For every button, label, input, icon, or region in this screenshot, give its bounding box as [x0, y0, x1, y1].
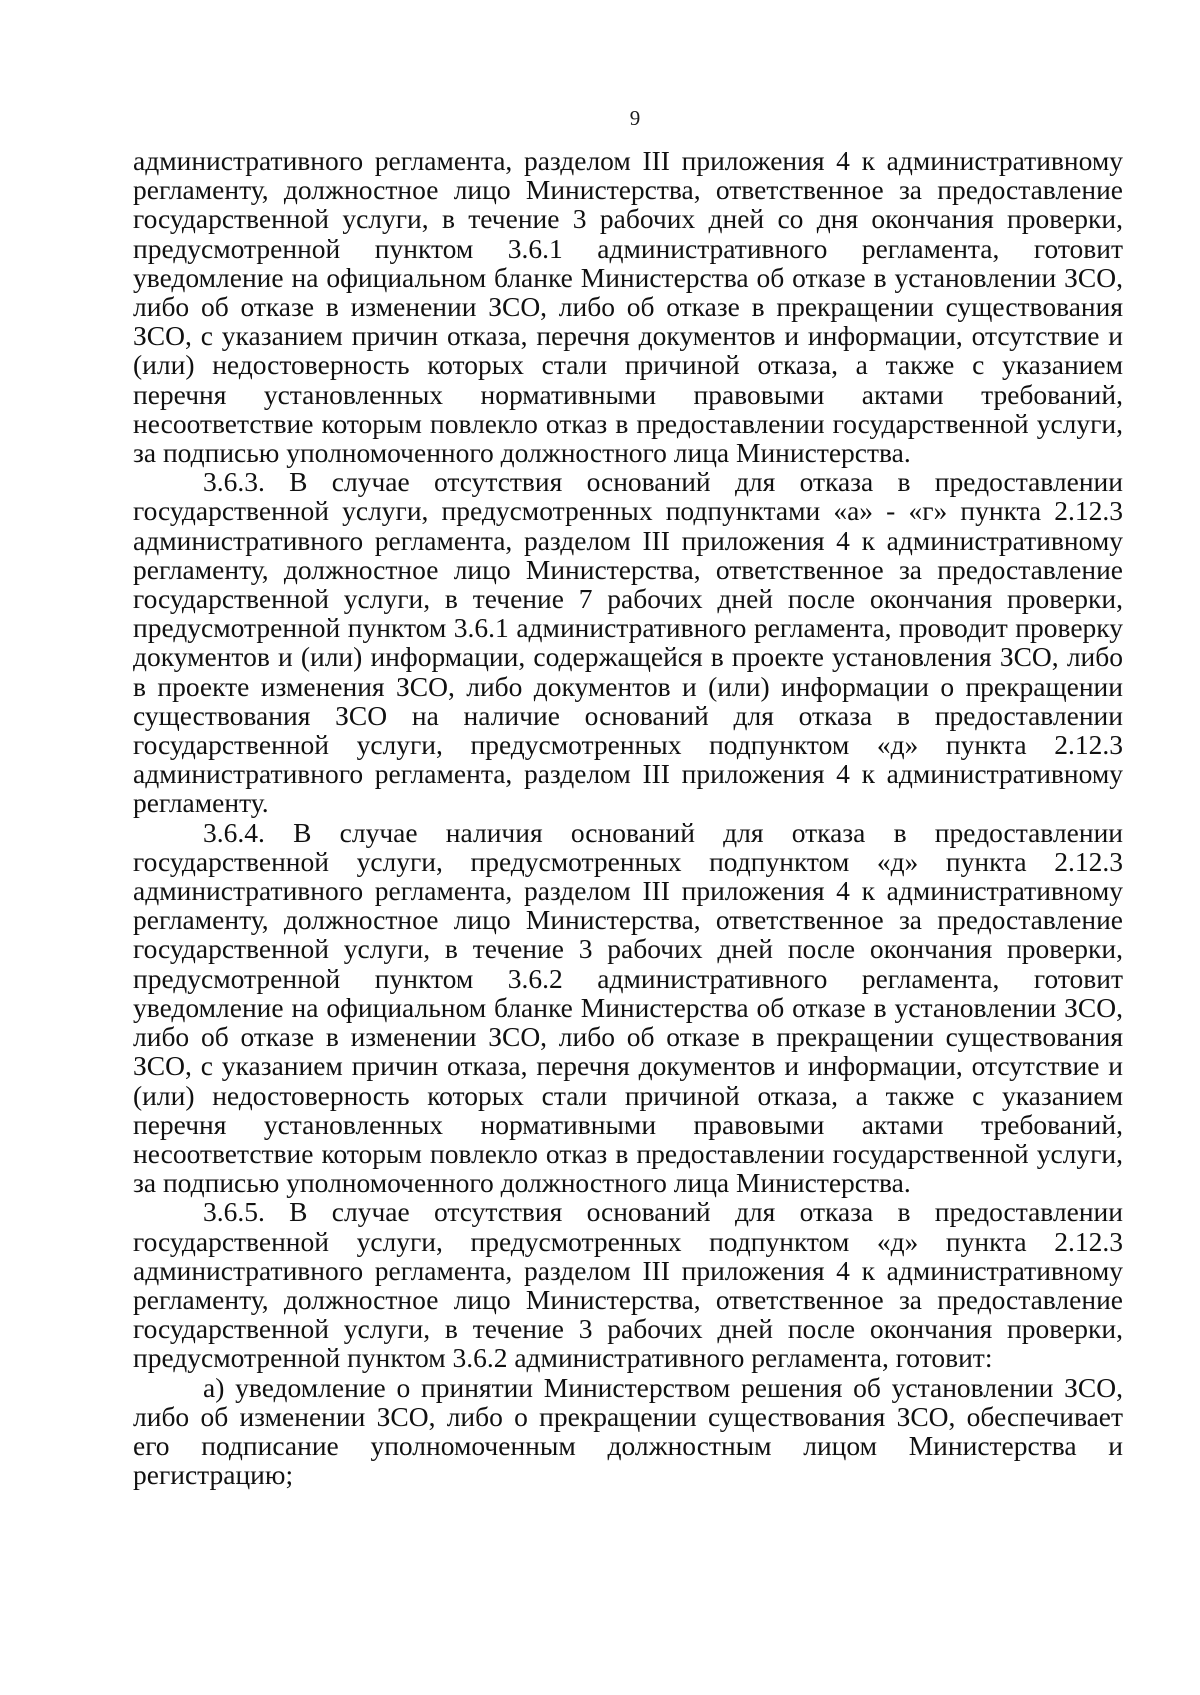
document-body — [133, 146, 1123, 1489]
page-number: 9 — [629, 106, 641, 130]
paragraph-3-6-3: 3.6.3. В случае отсутствия оснований для отказа в предоставлении государственной услуги, предусмотренных подпунктами «а» - «г» пункта 2.12.3 административного регламента, разделом III приложения 4 к административному регламенту, должностное лицо Министерства, ответственное за предоставление государственной услуги, в течение 7 рабочих дней после окончания проверки, предусмотренной пунктом 3.6.1 административного регламента, проводит проверку документов и (или) информации, содержащейся в проекте установления ЗСО, либо в проекте изменения ЗСО, либо документов и (или) информации о прекращении существования ЗСО на наличие оснований для отказа в предоставлении государственной услуги, предусмотренных подпунктом «д» пункта 2.12.3 административного регламента, разделом III приложения 4 к административному регламенту. — [133, 466, 1123, 819]
paragraph-3-6-5: 3.6.5. В случае отсутствия оснований для отказа в предоставлении государственной услуги, предусмотренных подпунктом «д» пункта 2.12.3 административного регламента, разделом III приложения 4 к административному регламенту, должностное лицо Министерства, ответственное за предоставление государственной услуги, в течение 3 рабочих дней после окончания проверки, предусмотренной пунктом 3.6.2 административного регламента, готовит: — [133, 1196, 1123, 1374]
paragraph-continuation: административного регламента, разделом III приложения 4 к административному регламенту, должностное лицо Министерства, ответственное за предоставление государственной услуги, в течение 3 рабочих дней со дня окончания проверки, предусмотренной пунктом 3.6.1 административного регламента, готовит уведомление на официальном бланке Министерства об отказе в установлении ЗСО, либо об отказе в изменении ЗСО, либо об отказе в прекращении существования ЗСО, с указанием причин отказа, перечня документов и информации, отсутствие и (или) недостоверность которых стали причиной отказа, а также с указанием перечня установленных нормативными правовыми актами требований, несоответствие которым повлекло отказ в предоставлении государственной услуги, за подписью уполномоченного должностного лица Министерства. — [133, 145, 1123, 469]
paragraph-item-a: а) уведомление о принятии Министерством решения об установлении ЗСО, либо об изменении ЗСО, либо о прекращении существования ЗСО, обеспечивает его подписание уполномоченным должностным лицом Министерства и регистрацию; — [133, 1371, 1123, 1491]
paragraph-3-6-4: 3.6.4. В случае наличия оснований для отказа в предоставлении государственной услуги, предусмотренных подпунктом «д» пункта 2.12.3 административного регламента, разделом III приложения 4 к административному регламенту, должностное лицо Министерства, ответственное за предоставление государственной услуги, в течение 3 рабочих дней после окончания проверки, предусмотренной пунктом 3.6.2 административного регламента, готовит уведомление на официальном бланке Министерства об отказе в установлении ЗСО, либо об отказе в изменении ЗСО, либо об отказе в прекращении существования ЗСО, с указанием причин отказа, перечня документов и информации, отсутствие и (или) недостоверность которых стали причиной отказа, а также с указанием перечня установленных нормативными правовыми актами требований, несоответствие которым повлекло отказ в предоставлении государственной услуги, за подписью уполномоченного должностного лица Министерства. — [133, 816, 1123, 1199]
